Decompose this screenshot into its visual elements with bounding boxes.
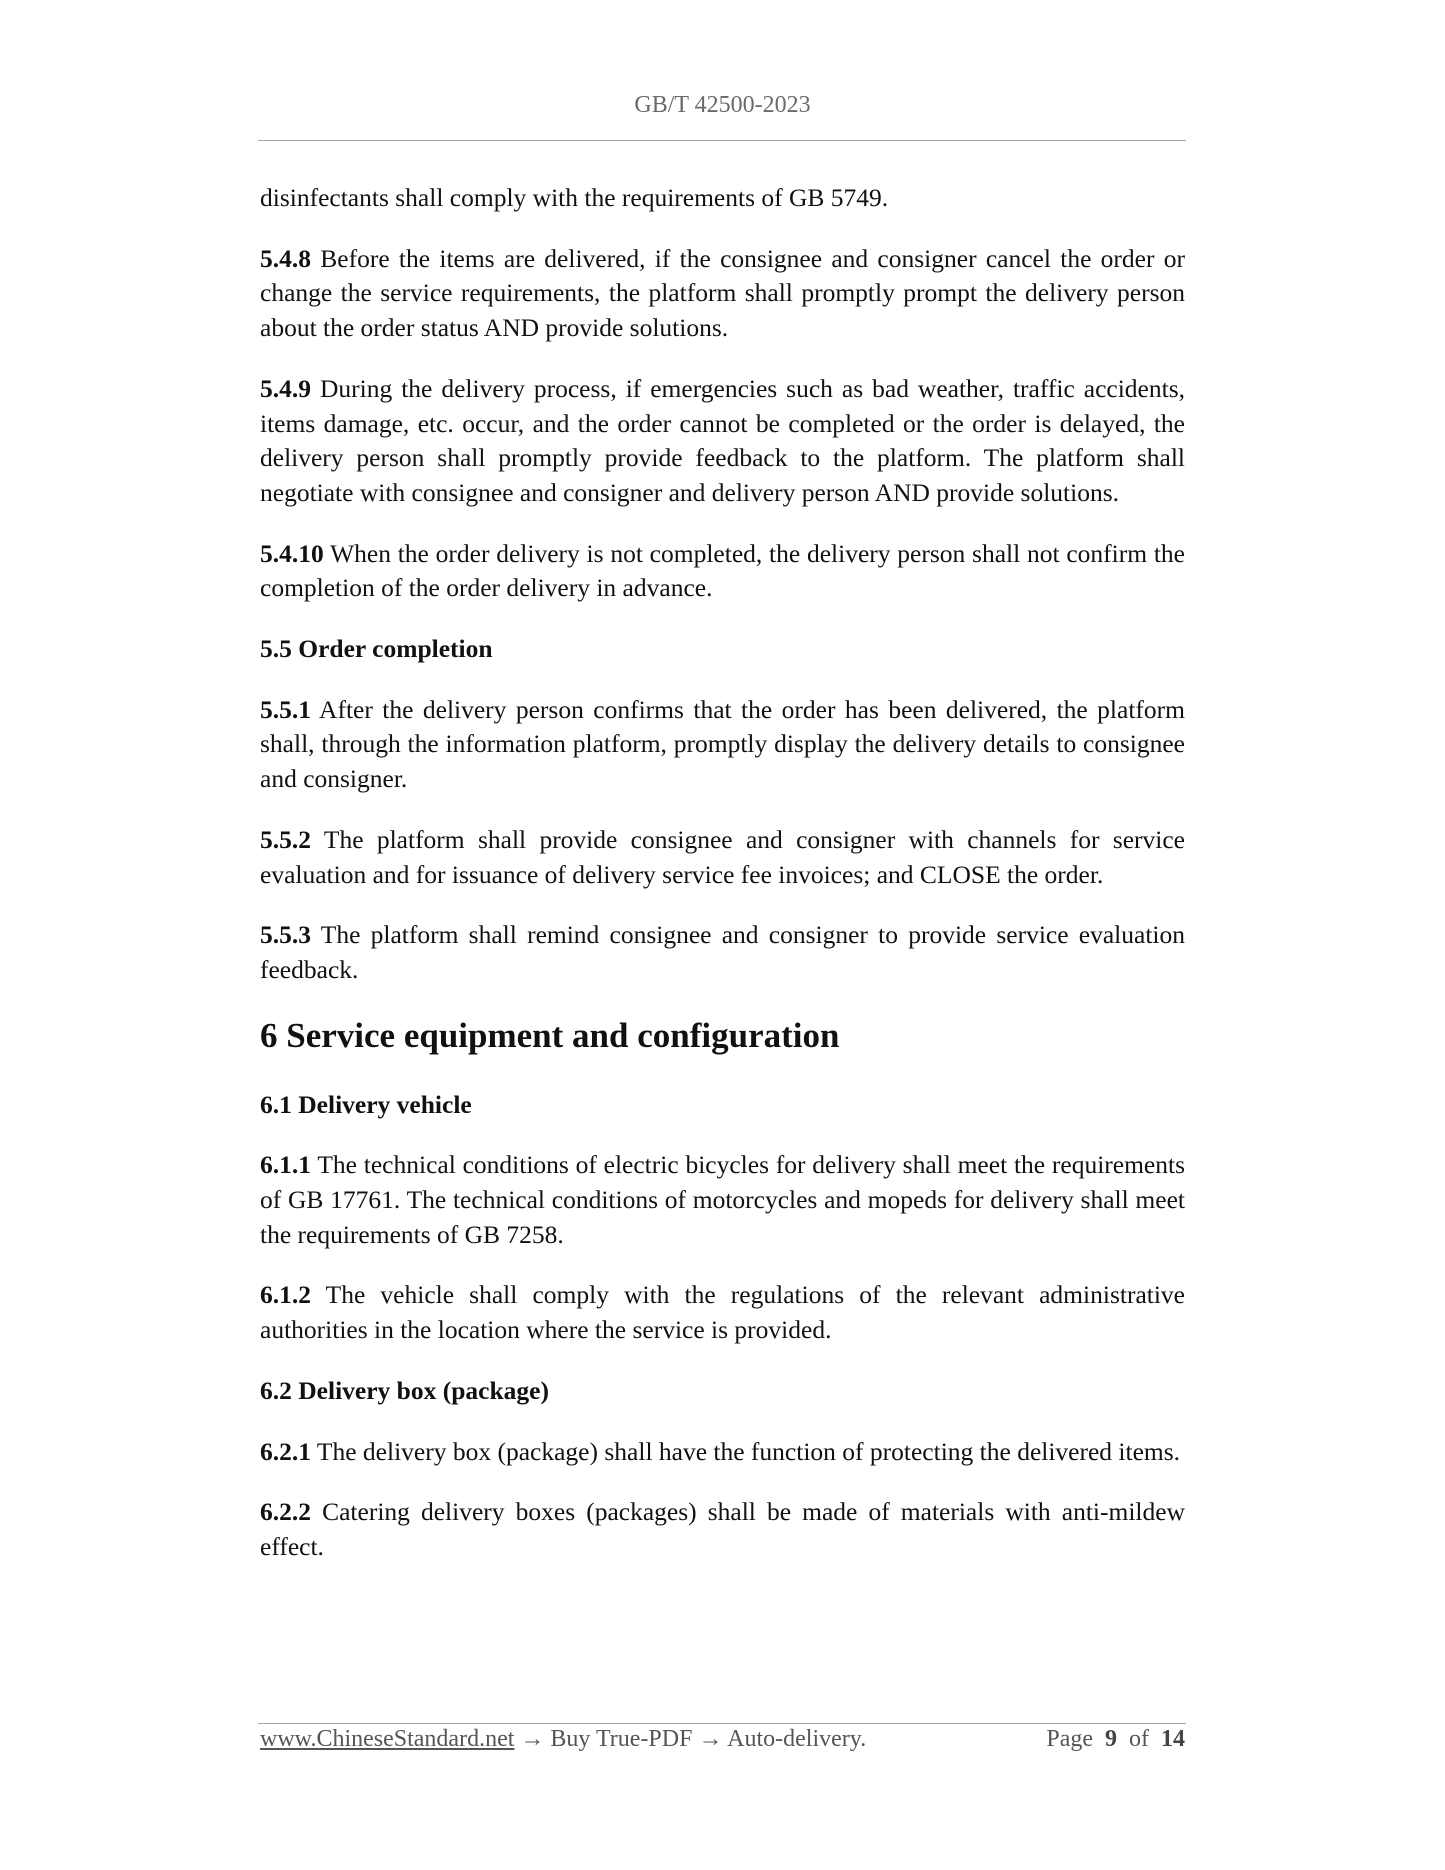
clause-number: 5.5.3: [260, 920, 311, 950]
clause-5-5-2: 5.5.2 The platform shall provide consignee and consigner with channels for service evaluation and for issuance of delivery service fee invoices; and CLOSE the order.: [260, 824, 1185, 889]
buy-pdf-text: Buy True-PDF: [550, 1726, 693, 1752]
clause-6-2-1: 6.2.1 The delivery box (package) shall have the function of protecting the delivered items.: [260, 1436, 1181, 1466]
header-divider: [258, 140, 1186, 141]
section-heading-6-1: 6.1 Delivery vehicle: [260, 1089, 472, 1119]
clause-6-2-2: 6.2.2 Catering delivery boxes (packages) shall be made of materials with anti-mildew effect.: [260, 1497, 1185, 1561]
clause-number: 6.2.1: [260, 1436, 311, 1466]
arrow-right-icon: →: [692, 1726, 728, 1752]
clause-number: 5.4.8: [260, 243, 311, 273]
clause-5-4-8: 5.4.8 Before the items are delivered, if the consignee and consigner cancel the order or change the service requirements, the platform shall promptly prompt the delivery person about the order status AND provide solutions.: [260, 243, 1185, 343]
clause-5-5-3: 5.5.3 The platform shall remind consignee and consigner to provide service evaluation feedback.: [260, 920, 1185, 984]
clause-number: 5.5.1: [260, 694, 311, 724]
auto-delivery-text: Auto-delivery.: [727, 1726, 867, 1752]
clause-5-4-9: 5.4.9 During the delivery process, if emergencies such as bad weather, traffic accidents, items damage, etc. occur, and the order cannot be completed or the order is delayed, the delivery person shall promptly provide feedback to the platform. The platform shall negotiate with consignee and consigner and delivery person AND provide solutions.: [260, 373, 1185, 507]
clause-5-5-1: 5.5.1 After the delivery person confirms that the order has been delivered, the platform shall, through the information platform, promptly display the delivery details to consignee and consigner.: [260, 694, 1185, 794]
clause-number: 5.5.2: [260, 824, 311, 854]
current-page: 9: [1105, 1726, 1117, 1752]
clause-5-4-10: 5.4.10 When the order delivery is not completed, the delivery person shall not confirm the completion of the order delivery in advance.: [260, 538, 1185, 603]
page-footer: [260, 1726, 1185, 1753]
paragraph-continuation: disinfectants shall comply with the requirements of GB 5749.: [260, 183, 889, 212]
footer-divider: [258, 1723, 1186, 1724]
clause-6-1-1: 6.1.1 The technical conditions of electric bicycles for delivery shall meet the requirements of GB 17761. The technical conditions of motorcycles and mopeds for delivery shall meet the requirements of GB 7258.: [260, 1150, 1185, 1249]
section-heading-5-5: 5.5 Order completion: [260, 634, 493, 664]
clause-number: 5.4.10: [260, 538, 324, 568]
clause-number: 6.2.2: [260, 1497, 311, 1527]
clause-number: 6.1.2: [260, 1280, 311, 1310]
running-header: GB/T 42500-2023: [634, 92, 811, 118]
section-heading-6-2: 6.2 Delivery box (package): [260, 1375, 549, 1405]
clause-number: 6.1.1: [260, 1150, 311, 1180]
clause-number: 5.4.9: [260, 373, 311, 403]
chapter-heading-6: 6 Service equipment and configuration: [260, 1015, 840, 1055]
arrow-right-icon: →: [514, 1726, 551, 1752]
document-body: [260, 181, 1185, 1591]
website-link[interactable]: www.ChineseStandard.net: [260, 1726, 515, 1752]
clause-6-1-2: 6.1.2 The vehicle shall comply with the regulations of the relevant administrative authorities in the location where the service is provided.: [260, 1280, 1185, 1345]
total-pages: 14: [1161, 1726, 1185, 1752]
footer-promo: [260, 1726, 866, 1753]
page-indicator: Page 9 of 14: [1046, 1726, 1185, 1752]
